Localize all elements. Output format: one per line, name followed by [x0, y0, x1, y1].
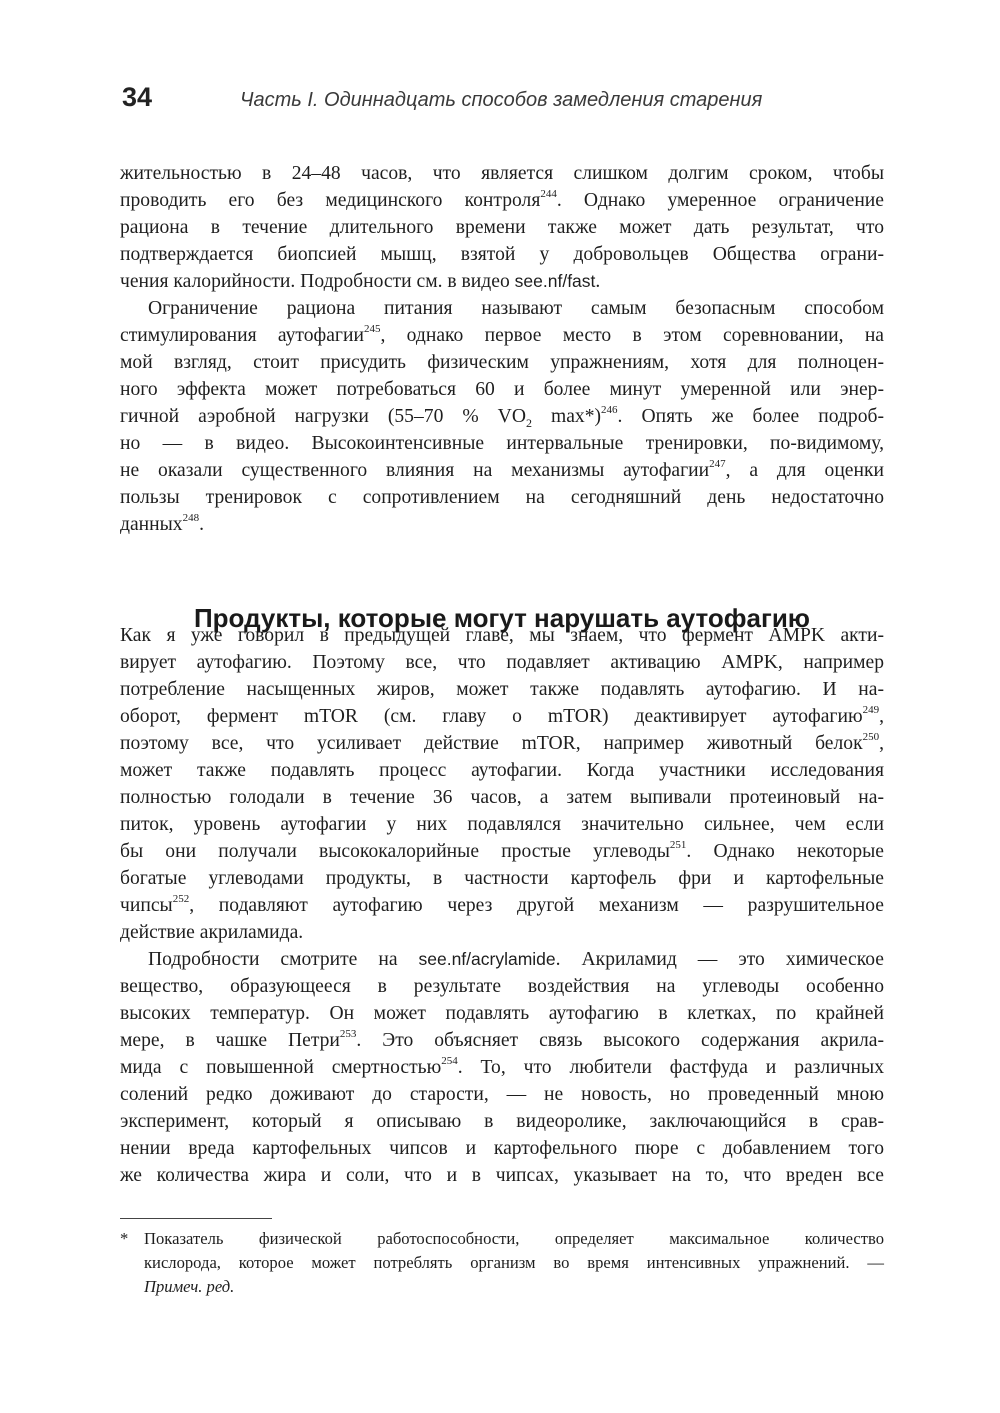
subscript: 2 [525, 415, 532, 430]
running-header [122, 82, 892, 122]
footnote-ref: 252 [172, 893, 190, 906]
paragraph-ampk-mtor [120, 622, 884, 946]
footnote-marker: * [120, 1229, 129, 1248]
editor-note: Примеч. ред. [144, 1277, 235, 1296]
text-line: стимулирования аутофагии$^{245}$, однако первое место в этом соревновании, на [120, 323, 885, 346]
text-line: солений редко доживают до старости, — не новость, но проведенный мною [120, 1084, 884, 1105]
text-line: эксперимент, который я описываю в видеоролике, заключающийся в срав- [120, 1111, 884, 1132]
text-line: полностью голодали в течение 36 часов, а затем выпивали протеиновый на- [120, 787, 884, 808]
text-line: бы они получали высококалорийные простые углеводы$^{251}$. Однако некоторые [120, 839, 884, 862]
text-line: но — в видео. Высокоинтенсивные интервальные тренировки, по-видимому, [120, 433, 884, 454]
text-line: не оказали существенного влияния на механизмы аутофагии$^{247}$, а для оценки [120, 458, 884, 481]
text-line: ного эффекта может потребоваться 60 и более минут умеренной или энер- [120, 379, 884, 400]
text-line: подтверждается биопсией мышц, взятой у добровольцев Общества ограни- [120, 244, 884, 265]
text-line: Как я уже говорил в предыдущей главе, мы знаем, что фермент AMPK акти- [120, 625, 884, 646]
footnote-ref: 251 [669, 839, 687, 852]
text-line: мой взгляд, стоит присудить физическим упражнениям, хотя для полноцен- [120, 352, 884, 373]
text-line: действие акриламида. [120, 922, 304, 943]
footnote-ref: 245 [363, 323, 381, 336]
paragraph-exercise [120, 295, 884, 538]
text-line: чипсы$^{252}$, подавляют аутофагию через другой механизм — разрушительное [120, 893, 884, 916]
text-line: пользы тренировок с сопротивлением на сегодняшний день недостаточно [120, 487, 884, 508]
text-line: мере, в чашке Петри$^{253}$. Это объясняет связь высокого содержания акрила- [120, 1028, 885, 1051]
footnote-ref: 249 [862, 704, 880, 717]
footnote [120, 1227, 884, 1299]
running-title: Часть I. Одиннадцать способов замедления старения [240, 89, 763, 111]
text-line: богатые углеводами продукты, в частности картофель фри и картофельные [120, 868, 884, 889]
footnote-divider [120, 1218, 272, 1219]
footnote-ref: 253 [339, 1028, 357, 1041]
footnote-ref: 244 [540, 188, 557, 201]
text-line: гичной аэробной нагрузки (55–70 % $VO_2$ max*)$^{246}$. Опять же более подроб- [120, 404, 884, 430]
text-line: Ограничение рациона питания называют самым безопасным способом [148, 298, 884, 319]
text-line: вирует аутофагию. Поэтому все, что подавляет активацию AMPK, например [120, 652, 884, 673]
text-line: же количества жира и соли, что и в чипсах, указывает на то, что вреден все [120, 1165, 884, 1186]
text-line: высоких температур. Он может подавлять аутофагию в клетках, по крайней [120, 1003, 884, 1024]
footnote-line: кислорода, которое может потреблять организм во время интенсивных упражнений. — [144, 1253, 884, 1272]
paragraph-acrylamide [120, 946, 884, 1189]
text-line: нении вреда картофельных чипсов и картофельного пюре с добавлением того [120, 1138, 884, 1159]
footnote-ref: 246 [601, 404, 618, 417]
text-line: чения калорийности. Подробности см. в видео see.nf/fast. [120, 271, 601, 292]
text-line: Подробности смотрите на see.nf/acrylamide. Акриламид — это химическое [148, 949, 884, 970]
text-line: вещество, образующееся в результате воздействия на углеводы особенно [120, 976, 884, 997]
footnote-ref: 250 [862, 731, 880, 744]
text-line: поэтому все, что усиливает действие mTOR, например животный белок$^{250}$, [120, 731, 884, 754]
text-line: данных$^{248}$. [120, 512, 205, 535]
video-link-fast[interactable]: see.nf/fast [514, 271, 596, 291]
text-line: может также подавлять процесс аутофагии. Когда участники исследования [120, 760, 884, 781]
paragraph-fasting [120, 160, 884, 295]
text-line: потребление насыщенных жиров, может также подавлять аутофагию. И на- [120, 679, 884, 700]
text-line: проводить его без медицинского контроля$^{244}$. Однако умеренное ограничение [120, 188, 884, 211]
footnote-ref: 248 [182, 512, 200, 525]
footnote-line: * Показатель физической работоспособности, определяет максимальное количество [120, 1227, 884, 1251]
video-link-acrylamide[interactable]: see.nf/acrylamide [418, 949, 556, 969]
text-line: питок, уровень аутофагии у них подавлялся значительно сильнее, чем если [120, 814, 884, 835]
text-line: мида с повышенной смертностью$^{254}$. То, что любители фастфуда и различных [120, 1055, 884, 1078]
footnote-ref: 247 [709, 458, 726, 471]
footnote-ref: 254 [441, 1055, 458, 1068]
page-number: 34 [122, 82, 153, 112]
text-line: жительностью в 24–48 часов, что является слишком долгим сроком, чтобы [120, 163, 884, 184]
text-line: рациона в течение длительного времени также может дать результат, что [120, 217, 884, 238]
section-heading: Продукты, которые могут нарушать аутофагию [193, 602, 811, 633]
text-line: оборот, фермент mTOR (см. главу о mTOR) деактивирует аутофагию$^{249}$, [120, 704, 884, 727]
